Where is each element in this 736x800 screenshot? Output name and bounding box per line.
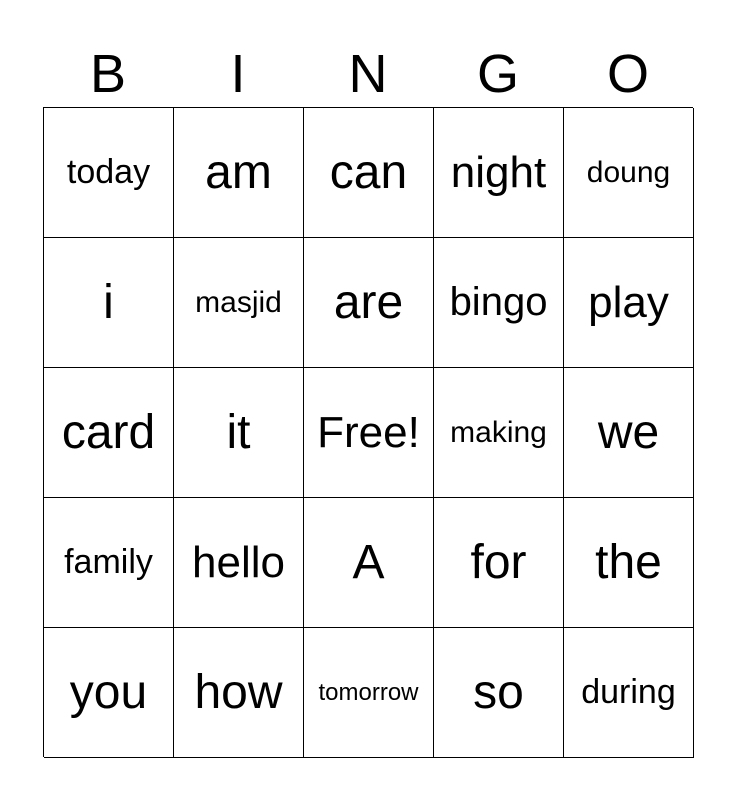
bingo-cell[interactable]: masjid <box>174 238 304 368</box>
bingo-cell[interactable]: night <box>434 108 564 238</box>
bingo-cell[interactable]: family <box>44 498 174 628</box>
bingo-cell[interactable]: so <box>434 628 564 758</box>
bingo-cell[interactable]: today <box>44 108 174 238</box>
bingo-header <box>43 40 693 108</box>
bingo-cell[interactable]: bingo <box>434 238 564 368</box>
bingo-cell[interactable]: doung <box>564 108 694 238</box>
bingo-cell[interactable]: we <box>564 368 694 498</box>
bingo-cell[interactable]: i <box>44 238 174 368</box>
bingo-cell[interactable]: play <box>564 238 694 368</box>
bingo-cell[interactable]: for <box>434 498 564 628</box>
bingo-cell[interactable]: the <box>564 498 694 628</box>
bingo-cell[interactable]: how <box>174 628 304 758</box>
header-letter-b: B <box>89 44 127 104</box>
header-letter-o: O <box>606 44 649 104</box>
bingo-board <box>43 107 693 757</box>
bingo-cell[interactable]: card <box>44 368 174 498</box>
bingo-cell[interactable]: A <box>304 498 434 628</box>
header-letter-i: I <box>230 44 246 104</box>
bingo-cell[interactable]: tomorrow <box>304 628 434 758</box>
bingo-cell free-space[interactable]: Free! <box>304 368 434 498</box>
bingo-cell[interactable]: can <box>304 108 434 238</box>
bingo-cell[interactable]: it <box>174 368 304 498</box>
header-letter-n: N <box>348 44 388 104</box>
bingo-cell[interactable]: making <box>434 368 564 498</box>
header-letter-g: G <box>476 44 519 104</box>
bingo-cell[interactable]: are <box>304 238 434 368</box>
bingo-cell[interactable]: hello <box>174 498 304 628</box>
bingo-cell[interactable]: you <box>44 628 174 758</box>
bingo-cell[interactable]: during <box>564 628 694 758</box>
bingo-cell[interactable]: am <box>174 108 304 238</box>
